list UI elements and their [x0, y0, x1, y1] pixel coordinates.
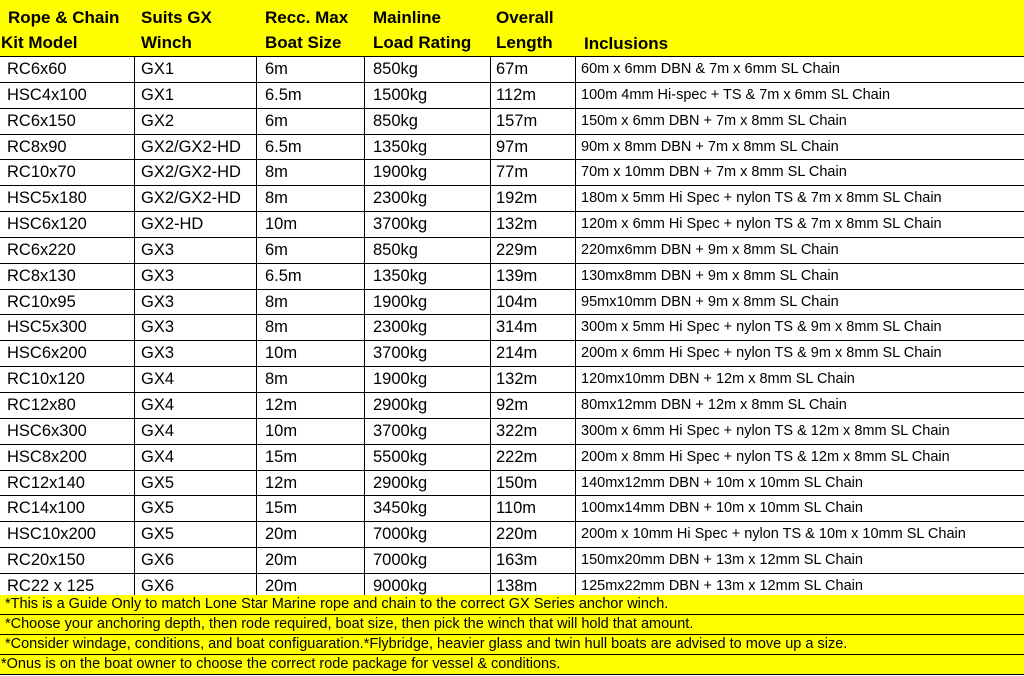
header-suits-winch-line2: Winch	[141, 33, 192, 52]
table-row	[0, 160, 1024, 186]
header-kit-model	[1, 5, 120, 55]
cell-overall-length: 138m	[496, 576, 538, 595]
cell-kit-model: HSC6x120	[7, 215, 87, 234]
cell-boat-size: 15m	[265, 447, 298, 466]
table-row	[0, 496, 1024, 522]
header-load-rating-line2: Load Rating	[373, 33, 472, 52]
column-divider	[256, 264, 257, 289]
header-kit-model-line2: Kit Model	[1, 33, 78, 52]
column-divider	[364, 83, 365, 108]
column-divider	[134, 83, 135, 108]
cell-boat-size: 12m	[265, 395, 298, 414]
column-divider	[490, 83, 491, 108]
column-divider	[364, 445, 365, 470]
cell-boat-size: 8m	[265, 370, 288, 389]
column-divider	[575, 57, 576, 82]
cell-boat-size: 6m	[265, 111, 288, 130]
table-row	[0, 109, 1024, 135]
cell-load-rating: 7000kg	[373, 525, 428, 544]
column-divider	[364, 522, 365, 547]
column-divider	[575, 238, 576, 263]
cell-kit-model: HSC10x200	[7, 525, 96, 544]
cell-inclusions: 180m x 5mm Hi Spec + nylon TS & 7m x 8mm SL Chain	[581, 190, 942, 207]
cell-boat-size: 10m	[265, 344, 298, 363]
note-text: *Choose your anchoring depth, then rode required, boat size, then pick the winch that will hold that amount.	[5, 616, 694, 632]
cell-kit-model: RC8x130	[7, 266, 76, 285]
cell-load-rating: 1350kg	[373, 266, 428, 285]
column-divider	[256, 83, 257, 108]
column-divider	[364, 264, 365, 289]
cell-inclusions: 120m x 6mm Hi Spec + nylon TS & 7m x 8mm SL Chain	[581, 216, 942, 233]
cell-overall-length: 112m	[496, 85, 537, 104]
column-divider	[364, 367, 365, 392]
column-divider	[134, 186, 135, 211]
table-row	[0, 393, 1024, 419]
note-text: *This is a Guide Only to match Lone Star Marine rope and chain to the correct GX Series anchor winch.	[5, 596, 669, 612]
cell-load-rating: 5500kg	[373, 447, 428, 466]
note-text: *Onus is on the boat owner to choose the correct rode package for vessel & conditions.	[1, 656, 561, 672]
cell-winch: GX3	[141, 344, 175, 363]
table-row	[0, 83, 1024, 109]
cell-inclusions: 200m x 10mm Hi Spec + nylon TS & 10m x 10mm SL Chain	[581, 526, 966, 543]
column-divider	[490, 186, 491, 211]
cell-load-rating: 1900kg	[373, 370, 428, 389]
table-row	[0, 186, 1024, 212]
cell-boat-size: 15m	[265, 499, 298, 518]
cell-inclusions: 100m 4mm Hi-spec + TS & 7m x 6mm SL Chain	[581, 86, 891, 103]
table-row	[0, 548, 1024, 574]
column-divider	[134, 290, 135, 315]
header-suits-winch-line1: Suits GX	[141, 8, 212, 27]
column-divider	[134, 471, 135, 496]
cell-boat-size: 8m	[265, 163, 288, 182]
cell-winch: GX5	[141, 525, 175, 544]
column-divider	[490, 290, 491, 315]
cell-inclusions: 200m x 6mm Hi Spec + nylon TS & 9m x 8mm SL Chain	[581, 345, 942, 362]
cell-load-rating: 2900kg	[373, 473, 428, 492]
column-divider	[575, 419, 576, 444]
column-divider	[490, 496, 491, 521]
table-row	[0, 419, 1024, 445]
table-row	[0, 264, 1024, 290]
cell-kit-model: RC8x90	[7, 137, 67, 156]
header-overall-length	[496, 5, 554, 55]
cell-winch: GX6	[141, 576, 175, 595]
header-suits-winch	[141, 5, 212, 55]
table-row	[0, 135, 1024, 161]
cell-load-rating: 1900kg	[373, 163, 428, 182]
cell-load-rating: 2300kg	[373, 318, 428, 337]
cell-winch: GX3	[141, 318, 175, 337]
cell-inclusions: 95mx10mm DBN + 9m x 8mm SL Chain	[581, 293, 839, 310]
cell-kit-model: RC6x220	[7, 240, 76, 259]
cell-load-rating: 850kg	[373, 111, 418, 130]
cell-load-rating: 3450kg	[373, 499, 428, 518]
cell-kit-model: RC20x150	[7, 551, 85, 570]
column-divider	[256, 471, 257, 496]
column-divider	[364, 57, 365, 82]
cell-load-rating: 1350kg	[373, 137, 428, 156]
cell-load-rating: 1500kg	[373, 85, 428, 104]
cell-boat-size: 20m	[265, 576, 298, 595]
column-divider	[490, 264, 491, 289]
column-divider	[575, 445, 576, 470]
cell-load-rating: 2300kg	[373, 189, 428, 208]
column-divider	[575, 471, 576, 496]
cell-kit-model: RC10x70	[7, 163, 76, 182]
cell-winch: GX2-HD	[141, 215, 204, 234]
column-divider	[134, 57, 135, 82]
column-divider	[256, 315, 257, 340]
header-boat-size	[265, 5, 348, 55]
cell-boat-size: 6.5m	[265, 85, 302, 104]
cell-load-rating: 3700kg	[373, 421, 428, 440]
table-row	[0, 315, 1024, 341]
column-divider	[256, 341, 257, 366]
cell-load-rating: 9000kg	[373, 576, 428, 595]
cell-overall-length: 97m	[496, 137, 529, 156]
cell-load-rating: 850kg	[373, 60, 418, 78]
cell-kit-model: RC22 x 125	[7, 576, 95, 595]
cell-boat-size: 20m	[265, 551, 298, 570]
column-divider	[575, 186, 576, 211]
cell-inclusions: 120mx10mm DBN + 12m x 8mm SL Chain	[581, 371, 855, 388]
header-inclusions-label: Inclusions	[584, 34, 669, 53]
cell-overall-length: 214m	[496, 344, 538, 363]
column-divider	[134, 135, 135, 160]
column-divider	[490, 471, 491, 496]
column-divider	[575, 264, 576, 289]
note-text: *Consider windage, conditions, and boat configuaration.*Flybridge, heavier glass and twin hull boats are advised to move up a size.	[5, 636, 848, 652]
table-row	[0, 522, 1024, 548]
cell-boat-size: 6.5m	[265, 137, 302, 156]
table-row	[0, 238, 1024, 264]
cell-overall-length: 229m	[496, 240, 538, 259]
header-boat-size-line2: Boat Size	[265, 33, 342, 52]
cell-overall-length: 139m	[496, 266, 538, 285]
cell-winch: GX3	[141, 240, 175, 259]
cell-overall-length: 163m	[496, 551, 538, 570]
cell-boat-size: 10m	[265, 215, 298, 234]
cell-winch: GX4	[141, 421, 175, 440]
cell-overall-length: 92m	[496, 395, 529, 414]
column-divider	[364, 238, 365, 263]
column-divider	[490, 419, 491, 444]
column-divider	[256, 445, 257, 470]
cell-winch: GX6	[141, 551, 175, 570]
column-divider	[490, 315, 491, 340]
cell-load-rating: 1900kg	[373, 292, 428, 311]
column-divider	[364, 290, 365, 315]
table-row	[0, 445, 1024, 471]
column-divider	[134, 109, 135, 134]
cell-overall-length: 104m	[496, 292, 538, 311]
column-divider	[490, 522, 491, 547]
column-divider	[490, 393, 491, 418]
cell-winch: GX1	[141, 60, 175, 78]
cell-overall-length: 192m	[496, 189, 538, 208]
note-line	[0, 595, 1024, 615]
cell-kit-model: HSC5x300	[7, 318, 87, 337]
cell-overall-length: 67m	[496, 60, 529, 78]
cell-kit-model: HSC5x180	[7, 189, 87, 208]
column-divider	[256, 212, 257, 237]
column-divider	[364, 496, 365, 521]
column-divider	[490, 109, 491, 134]
cell-overall-length: 132m	[496, 370, 538, 389]
note-line	[0, 655, 1024, 675]
header-overall-length-line2: Length	[496, 33, 553, 52]
cell-boat-size: 8m	[265, 189, 288, 208]
table-row	[0, 341, 1024, 367]
cell-overall-length: 322m	[496, 421, 538, 440]
cell-winch: GX2	[141, 111, 175, 130]
cell-winch: GX5	[141, 499, 175, 518]
column-divider	[490, 212, 491, 237]
column-divider	[364, 419, 365, 444]
cell-kit-model: RC12x140	[7, 473, 85, 492]
cell-kit-model: RC10x120	[7, 370, 85, 389]
column-divider	[256, 496, 257, 521]
column-divider	[575, 315, 576, 340]
cell-inclusions: 220mx6mm DBN + 9m x 8mm SL Chain	[581, 241, 839, 258]
cell-winch: GX1	[141, 85, 175, 104]
cell-boat-size: 8m	[265, 318, 288, 337]
column-divider	[364, 135, 365, 160]
column-divider	[256, 290, 257, 315]
column-divider	[256, 57, 257, 82]
cell-boat-size: 8m	[265, 292, 288, 311]
column-divider	[256, 160, 257, 185]
column-divider	[575, 496, 576, 521]
table-header	[0, 0, 1024, 57]
cell-overall-length: 314m	[496, 318, 538, 337]
column-divider	[134, 393, 135, 418]
column-divider	[490, 57, 491, 82]
cell-inclusions: 200m x 8mm Hi Spec + nylon TS & 12m x 8mm SL Chain	[581, 448, 950, 465]
column-divider	[575, 109, 576, 134]
column-divider	[256, 548, 257, 573]
column-divider	[364, 109, 365, 134]
header-load-rating	[373, 5, 471, 55]
cell-inclusions: 125mx22mm DBN + 13m x 12mm SL Chain	[581, 577, 863, 594]
column-divider	[256, 109, 257, 134]
column-divider	[256, 367, 257, 392]
header-boat-size-line1: Recc. Max	[265, 8, 349, 27]
column-divider	[575, 548, 576, 573]
cell-inclusions: 70m x 10mm DBN + 7m x 8mm SL Chain	[581, 164, 847, 181]
cell-kit-model: RC6x150	[7, 111, 76, 130]
cell-inclusions: 300m x 5mm Hi Spec + nylon TS & 9m x 8mm SL Chain	[581, 319, 942, 336]
column-divider	[575, 522, 576, 547]
cell-boat-size: 10m	[265, 421, 298, 440]
cell-load-rating: 7000kg	[373, 551, 428, 570]
column-divider	[256, 419, 257, 444]
cell-winch: GX2/GX2-HD	[141, 189, 241, 208]
column-divider	[256, 135, 257, 160]
column-divider	[575, 212, 576, 237]
column-divider	[134, 367, 135, 392]
cell-kit-model: HSC6x300	[7, 421, 87, 440]
cell-winch: GX3	[141, 292, 175, 311]
column-divider	[134, 496, 135, 521]
column-divider	[256, 393, 257, 418]
cell-boat-size: 20m	[265, 525, 298, 544]
notes-section	[0, 595, 1024, 675]
cell-inclusions: 100mx14mm DBN + 10m x 10mm SL Chain	[581, 500, 863, 517]
cell-kit-model: RC12x80	[7, 395, 76, 414]
column-divider	[575, 367, 576, 392]
cell-load-rating: 2900kg	[373, 395, 428, 414]
column-divider	[575, 341, 576, 366]
column-divider	[364, 160, 365, 185]
column-divider	[134, 160, 135, 185]
column-divider	[490, 160, 491, 185]
note-line	[0, 635, 1024, 655]
cell-inclusions: 150m x 6mm DBN + 7m x 8mm SL Chain	[581, 112, 847, 129]
column-divider	[490, 341, 491, 366]
table-row	[0, 212, 1024, 238]
column-divider	[134, 238, 135, 263]
cell-kit-model: RC10x95	[7, 292, 76, 311]
cell-inclusions: 60m x 6mm DBN & 7m x 6mm SL Chain	[581, 61, 840, 77]
cell-winch: GX4	[141, 395, 175, 414]
cell-load-rating: 3700kg	[373, 215, 428, 234]
cell-winch: GX5	[141, 473, 175, 492]
cell-inclusions: 130mx8mm DBN + 9m x 8mm SL Chain	[581, 267, 839, 284]
header-inclusions	[584, 31, 668, 56]
cell-load-rating: 3700kg	[373, 344, 428, 363]
column-divider	[575, 83, 576, 108]
cell-inclusions: 140mx12mm DBN + 10m x 10mm SL Chain	[581, 474, 863, 491]
note-line	[0, 615, 1024, 635]
cell-overall-length: 77m	[496, 163, 529, 182]
cell-kit-model: HSC6x200	[7, 344, 87, 363]
column-divider	[364, 186, 365, 211]
column-divider	[134, 419, 135, 444]
column-divider	[134, 445, 135, 470]
column-divider	[134, 264, 135, 289]
column-divider	[490, 367, 491, 392]
column-divider	[490, 135, 491, 160]
column-divider	[364, 212, 365, 237]
cell-overall-length: 110m	[496, 499, 537, 518]
cell-inclusions: 150mx20mm DBN + 13m x 12mm SL Chain	[581, 552, 863, 569]
cell-kit-model: HSC8x200	[7, 447, 87, 466]
column-divider	[134, 548, 135, 573]
cell-overall-length: 150m	[496, 473, 538, 492]
cell-winch: GX4	[141, 447, 175, 466]
cell-kit-model: RC6x60	[7, 60, 67, 78]
cell-overall-length: 220m	[496, 525, 538, 544]
column-divider	[256, 186, 257, 211]
column-divider	[575, 135, 576, 160]
column-divider	[575, 290, 576, 315]
cell-overall-length: 132m	[496, 215, 538, 234]
table-row	[0, 57, 1024, 83]
column-divider	[364, 315, 365, 340]
cell-winch: GX2/GX2-HD	[141, 137, 241, 156]
cell-winch: GX4	[141, 370, 175, 389]
column-divider	[134, 212, 135, 237]
column-divider	[575, 393, 576, 418]
cell-overall-length: 157m	[496, 111, 538, 130]
column-divider	[490, 548, 491, 573]
column-divider	[364, 548, 365, 573]
column-divider	[256, 522, 257, 547]
cell-kit-model: RC14x100	[7, 499, 85, 518]
table-body	[0, 57, 1024, 600]
column-divider	[256, 238, 257, 263]
cell-kit-model: HSC4x100	[7, 85, 87, 104]
column-divider	[134, 522, 135, 547]
table-row	[0, 290, 1024, 316]
cell-inclusions: 300m x 6mm Hi Spec + nylon TS & 12m x 8mm SL Chain	[581, 422, 950, 439]
cell-boat-size: 12m	[265, 473, 298, 492]
cell-boat-size: 6m	[265, 240, 288, 259]
header-kit-model-line1: Rope & Chain	[8, 8, 120, 27]
header-overall-length-line1: Overall	[496, 8, 554, 27]
cell-overall-length: 222m	[496, 447, 538, 466]
cell-winch: GX3	[141, 266, 175, 285]
column-divider	[134, 315, 135, 340]
column-divider	[364, 341, 365, 366]
cell-load-rating: 850kg	[373, 240, 418, 259]
cell-inclusions: 90m x 8mm DBN + 7m x 8mm SL Chain	[581, 138, 839, 155]
column-divider	[575, 160, 576, 185]
column-divider	[364, 471, 365, 496]
table-row	[0, 367, 1024, 393]
column-divider	[490, 238, 491, 263]
cell-winch: GX2/GX2-HD	[141, 163, 241, 182]
cell-boat-size: 6m	[265, 60, 288, 78]
column-divider	[490, 445, 491, 470]
header-load-rating-line1: Mainline	[373, 8, 442, 27]
table-row	[0, 471, 1024, 497]
cell-boat-size: 6.5m	[265, 266, 302, 285]
column-divider	[134, 341, 135, 366]
cell-inclusions: 80mx12mm DBN + 12m x 8mm SL Chain	[581, 396, 847, 413]
column-divider	[364, 393, 365, 418]
